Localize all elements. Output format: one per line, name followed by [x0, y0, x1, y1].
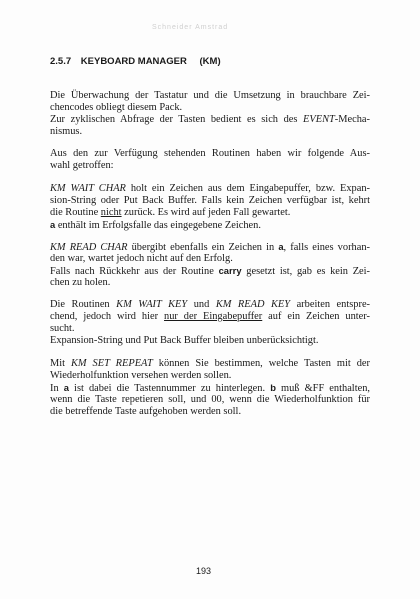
underlined-eingabepuffer: nur der Eingabepuffer	[164, 311, 263, 322]
p6-line-3-end: muß &FF enthalten,	[275, 383, 370, 394]
scan-header-text: Schneider Amstrad	[152, 24, 229, 31]
carry-flag: carry	[218, 265, 242, 276]
p4-line-4: chen zu holen.	[50, 277, 111, 288]
p6-line-3-text: In	[50, 383, 64, 394]
p5-line-1	[50, 299, 370, 311]
register-a: a	[278, 241, 284, 252]
p3-line-1-text: holt ein Zeichen aus dem Eingabepuffer, bzw. Expan-	[125, 183, 370, 194]
routine-km-read-key: KM READ KEY	[215, 299, 291, 310]
register-a: a	[63, 382, 69, 393]
p5-line-4: Expansion-String und Put Back Buffer bleiben unberücksichtigt.	[50, 335, 319, 346]
event-term: EVENT	[303, 114, 335, 125]
section-title: KEYBOARD MANAGER	[80, 56, 187, 67]
p3-line-1	[50, 183, 370, 195]
p5-line-1-und: und	[187, 299, 216, 310]
section-number: 2.5.7	[50, 56, 72, 67]
p5-line-1-text: Die Routinen	[50, 299, 117, 310]
p5-line-2	[50, 311, 370, 323]
p1-line-2: chencodes obliegt diesem Pack.	[50, 102, 183, 113]
p4-line-2: den war, wartet jedoch nicht auf den Erfolg.	[50, 253, 233, 264]
p3-line-4-text: enthält im Erfolgsfalle das eingegebene Zeichen.	[55, 220, 261, 231]
p6-line-1-end: können Sie bestimmen, welche Tasten mit der	[152, 358, 370, 369]
p6-line-4: wenn die Taste repetieren soll, und 00, wenn die Wiederholfunktion für	[50, 394, 370, 405]
routine-km-wait-char: KM WAIT CHAR	[50, 183, 126, 194]
p6-line-1	[50, 358, 370, 370]
p1-line-4: nismus.	[50, 126, 83, 137]
p1-line-3-text: Zur zyklischen Abfrage der Tasten bedient es sich des	[50, 114, 304, 125]
p5-line-2-end: auf ein Zeichen unter-	[262, 311, 370, 322]
p4-line-1-end: , falls eines vorhan-	[283, 242, 370, 253]
p1-line-3	[50, 114, 370, 126]
page-number: 193	[196, 566, 212, 576]
p2-line-1: Aus den zur Verfügung stehenden Routinen haben wir folgende Aus-	[50, 148, 370, 159]
p6-line-1-text: Mit	[50, 358, 71, 369]
p1-line-1: Die Überwachung der Tastatur und die Umsetzung in brauchbare Zei-	[50, 90, 370, 101]
p5-line-2-text: chend, jedoch wird hier	[50, 311, 165, 322]
routine-km-set-repeat: KM SET REPEAT	[71, 358, 153, 369]
register-b: b	[270, 382, 276, 393]
p6-line-3-mid: ist dabei die Tastennummer zu hinterlegen.	[68, 383, 271, 394]
p1-line-3-end: -Mecha-	[334, 114, 370, 125]
section-abbreviation: (KM)	[199, 56, 221, 67]
register-a: a	[50, 219, 56, 230]
p5-line-1-end: arbeiten entspre-	[290, 299, 371, 310]
underlined-nicht: nicht	[100, 207, 122, 218]
p3-line-4	[50, 219, 261, 232]
p5-line-3: sucht.	[50, 323, 75, 334]
routine-km-wait-key: KM WAIT KEY	[116, 299, 188, 310]
p4-line-1-text: übergibt ebenfalls ein Zeichen in	[127, 242, 279, 253]
p6-line-2: Wiederholfunktion versehen werden sollen.	[50, 370, 232, 381]
p6-line-5: die betreffende Taste aufgehoben werden soll.	[50, 406, 242, 417]
p3-line-2: sion-String oder Put Back Buffer. Falls kein Zeichen verfügbar ist, kehrt	[50, 195, 370, 206]
p4-line-3-end: gesetzt ist, gab es kein Zei-	[241, 266, 371, 277]
p3-line-3-end: zurück. Es wird auf jeden Fall gewartet.	[121, 207, 291, 218]
p3-line-3-text: die Routine	[50, 207, 101, 218]
section-heading	[50, 56, 221, 67]
p4-line-3-text: Falls nach Rückkehr aus der Routine	[50, 266, 219, 277]
p3-line-3	[50, 207, 290, 219]
routine-km-read-char: KM READ CHAR	[50, 242, 128, 253]
p2-line-2: wahl getroffen:	[50, 160, 114, 171]
